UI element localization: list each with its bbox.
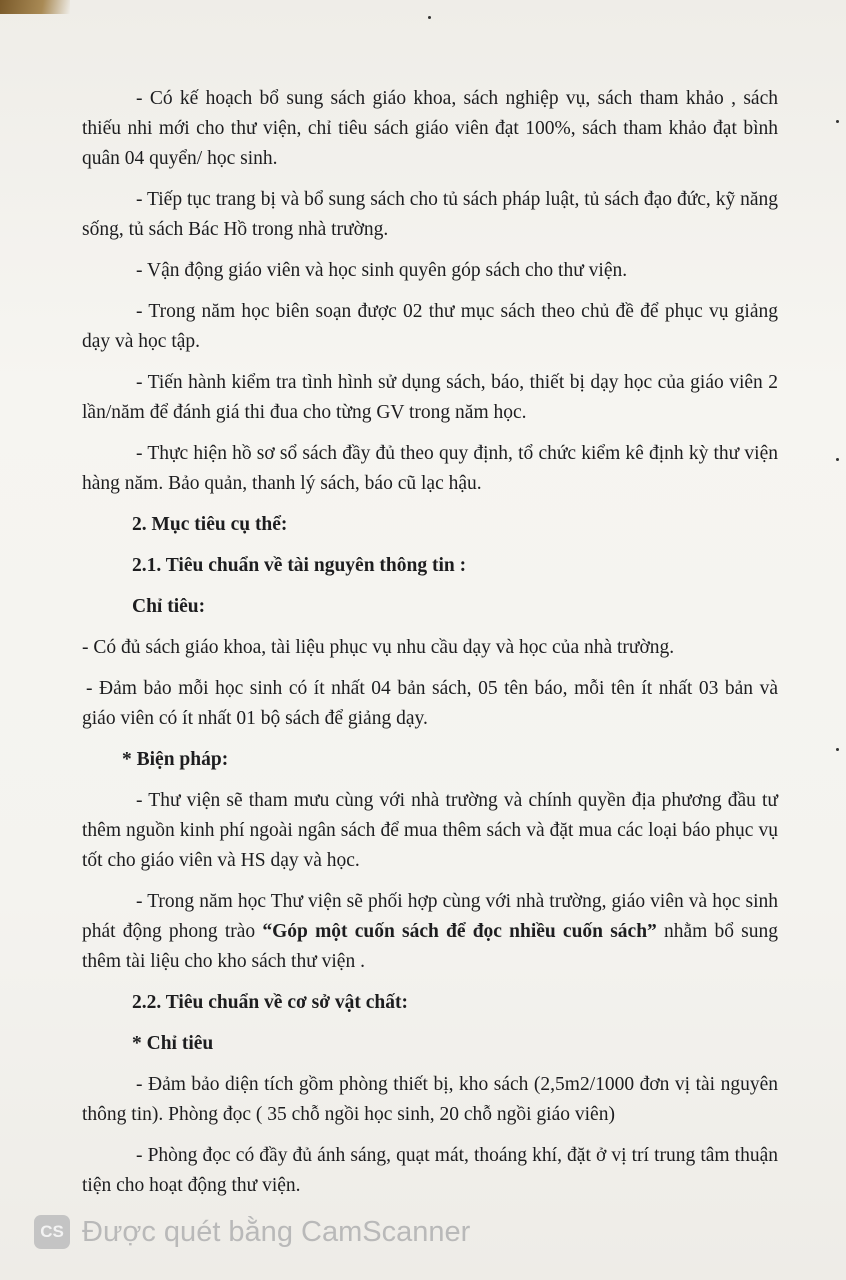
criteria-heading: Chỉ tiêu: xyxy=(132,596,206,617)
paragraph: - Đảm bảo mỗi học sinh có ít nhất 04 bản sách, 05 tên báo, mỗi tên ít nhất 03 bản và giáo viên có ít nhất 01 bộ sách để giảng dạy. xyxy=(82,678,778,729)
subsection-heading: 2.2. Tiêu chuẩn về cơ sở vật chất: xyxy=(132,992,409,1013)
paragraph: - Đảm bảo diện tích gồm phòng thiết bị, kho sách (2,5m2/1000 đơn vị tài nguyên thông tin). Phòng đọc ( 35 chỗ ngồi học sinh, 20 chỗ ngồi giáo viên) xyxy=(82,1074,778,1125)
measures-heading: * Biện pháp: xyxy=(122,749,229,770)
watermark-text: Được quét bằng CamScanner xyxy=(82,1215,471,1248)
paragraph xyxy=(82,887,778,977)
scan-speck xyxy=(836,458,839,461)
camscanner-logo-icon: CS xyxy=(34,1215,70,1249)
scan-speck xyxy=(836,748,839,751)
camscanner-watermark xyxy=(34,1213,470,1251)
scan-speck xyxy=(428,16,431,19)
section-heading: 2. Mục tiêu cụ thể: xyxy=(132,514,288,535)
paragraph: - Tiến hành kiểm tra tình hình sử dụng sách, báo, thiết bị dạy học của giáo viên 2 lần/năm để đánh giá thi đua cho từng GV trong năm học. xyxy=(82,372,778,423)
page-corner-shadow xyxy=(0,0,70,14)
paragraph: - Thư viện sẽ tham mưu cùng với nhà trường và chính quyền địa phương đầu tư thêm nguồn kinh phí ngoài ngân sách để mua thêm sách và đặt mua các loại báo phục vụ tốt cho giáo viên và HS dạy và học. xyxy=(82,790,778,871)
paragraph-text: nhằm bổ sung thêm tài liệu cho kho sách thư viện . xyxy=(82,921,778,972)
campaign-slogan: “Góp một cuốn sách để đọc nhiều cuốn sách” xyxy=(262,921,657,942)
paragraph: - Có kế hoạch bổ sung sách giáo khoa, sách nghiệp vụ, sách tham khảo , sách thiếu nhi mới cho thư viện, chỉ tiêu sách giáo viên đạt 100%, sách tham khảo đạt bình quân 04 quyển/ học sinh. xyxy=(82,88,778,169)
scan-speck xyxy=(836,120,839,123)
document-body xyxy=(82,84,778,1212)
subsection-heading: 2.1. Tiêu chuẩn về tài nguyên thông tin : xyxy=(132,555,467,576)
criteria-heading: * Chỉ tiêu xyxy=(132,1033,214,1054)
paragraph: - Thực hiện hồ sơ sổ sách đầy đủ theo quy định, tổ chức kiểm kê định kỳ thư viện hàng năm. Bảo quản, thanh lý sách, báo cũ lạc hậu. xyxy=(82,443,778,494)
paragraph: - Có đủ sách giáo khoa, tài liệu phục vụ nhu cầu dạy và học của nhà trường. xyxy=(82,637,675,658)
paragraph: - Tiếp tục trang bị và bổ sung sách cho tủ sách pháp luật, tủ sách đạo đức, kỹ năng sống, tủ sách Bác Hồ trong nhà trường. xyxy=(82,189,778,240)
paragraph-text: - Trong năm học Thư viện sẽ phối hợp cùng với nhà trường, giáo viên và học sinh phát động phong trào xyxy=(82,891,778,942)
paragraph: - Trong năm học biên soạn được 02 thư mục sách theo chủ đề để phục vụ giảng dạy và học tập. xyxy=(82,301,778,352)
paragraph: - Phòng đọc có đầy đủ ánh sáng, quạt mát, thoáng khí, đặt ở vị trí trung tâm thuận tiện cho hoạt động thư viện. xyxy=(82,1145,778,1196)
paragraph: - Vận động giáo viên và học sinh quyên góp sách cho thư viện. xyxy=(136,260,628,281)
